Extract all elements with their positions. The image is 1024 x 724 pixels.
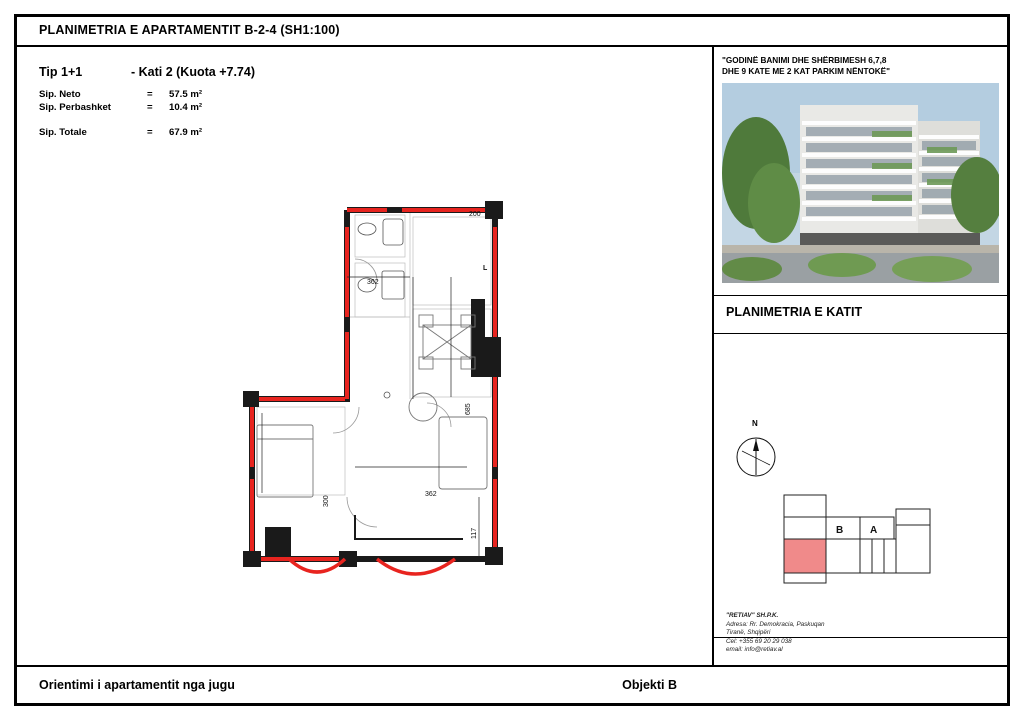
right-panel xyxy=(712,47,1007,665)
compass-north-label: N xyxy=(752,419,758,428)
area-label: Sip. Neto xyxy=(39,89,81,100)
company-name: "RETIAV" SH.P.K. xyxy=(726,612,779,620)
project-caption-line2: DHE 9 KATE ME 2 KAT PARKIM NËNTOKË" xyxy=(722,67,890,76)
panel-divider xyxy=(714,295,1007,296)
plan-floor-fill xyxy=(249,207,495,562)
apartment-floor: - Kati 2 (Kuota +7.74) xyxy=(131,65,255,79)
compass-svg xyxy=(728,421,784,481)
dimension-label: 362 xyxy=(367,279,379,286)
company-email: email: info@retiav.al xyxy=(726,646,783,654)
area-equals: = xyxy=(147,127,153,138)
dimension-label: 300 xyxy=(323,495,330,507)
table-row xyxy=(39,101,239,114)
object-label: Objekti B xyxy=(622,678,677,692)
dimension-label: 362 xyxy=(425,491,437,498)
apartment-type-line xyxy=(39,65,255,79)
table-row xyxy=(39,88,239,101)
area-label: Sip. Totale xyxy=(39,127,87,138)
dimension-label: 117 xyxy=(471,527,478,539)
drawing-sheet xyxy=(14,14,1010,706)
area-equals: = xyxy=(147,102,153,113)
company-info xyxy=(726,612,824,655)
area-table xyxy=(39,88,239,139)
area-label: Sip. Perbashket xyxy=(39,102,111,113)
dimension-label: 685 xyxy=(465,403,472,415)
rendering-svg xyxy=(722,83,999,283)
company-address: Adresa: Rr. Demokracia, Paskuqan xyxy=(726,620,825,628)
key-plan-label-b: B xyxy=(836,525,844,536)
area-value: 67.9 m² xyxy=(169,127,203,138)
table-row xyxy=(39,126,239,139)
area-value: 57.5 m² xyxy=(169,89,203,100)
orientation-note: Orientimi i apartamentit nga jugu xyxy=(39,678,235,692)
key-plan-label-a: A xyxy=(870,525,878,536)
key-plan-svg xyxy=(774,487,954,607)
table-spacer xyxy=(39,114,239,126)
panel-divider xyxy=(714,333,1007,334)
project-caption xyxy=(722,55,999,77)
page-title: PLANIMETRIA E APARTAMENTIT B-2-4 (SH1:100) xyxy=(39,23,340,37)
apartment-type: Tip 1+1 xyxy=(39,65,83,79)
room-tag: L xyxy=(483,265,488,272)
key-plan xyxy=(774,487,954,607)
sheet-header xyxy=(17,17,1007,47)
sheet-footer xyxy=(17,665,1007,703)
company-phone: Cel: +355 69 20 29 038 xyxy=(726,637,792,645)
floor-plan-svg xyxy=(227,167,527,587)
building-rendering xyxy=(722,83,999,283)
area-equals: = xyxy=(147,89,153,100)
floor-plan-drawing xyxy=(227,167,527,587)
apartment-info xyxy=(39,65,255,139)
dimension-label: 200 xyxy=(469,211,481,218)
project-caption-line1: "GODINË BANIMI DHE SHËRBIMESH 6,7,8 xyxy=(722,56,887,65)
company-city: Tiranë, Shqipëri xyxy=(726,629,771,637)
panel-section-title: PLANIMETRIA E KATIT xyxy=(726,305,863,319)
area-value: 10.4 m² xyxy=(169,102,203,113)
north-compass xyxy=(728,421,784,481)
